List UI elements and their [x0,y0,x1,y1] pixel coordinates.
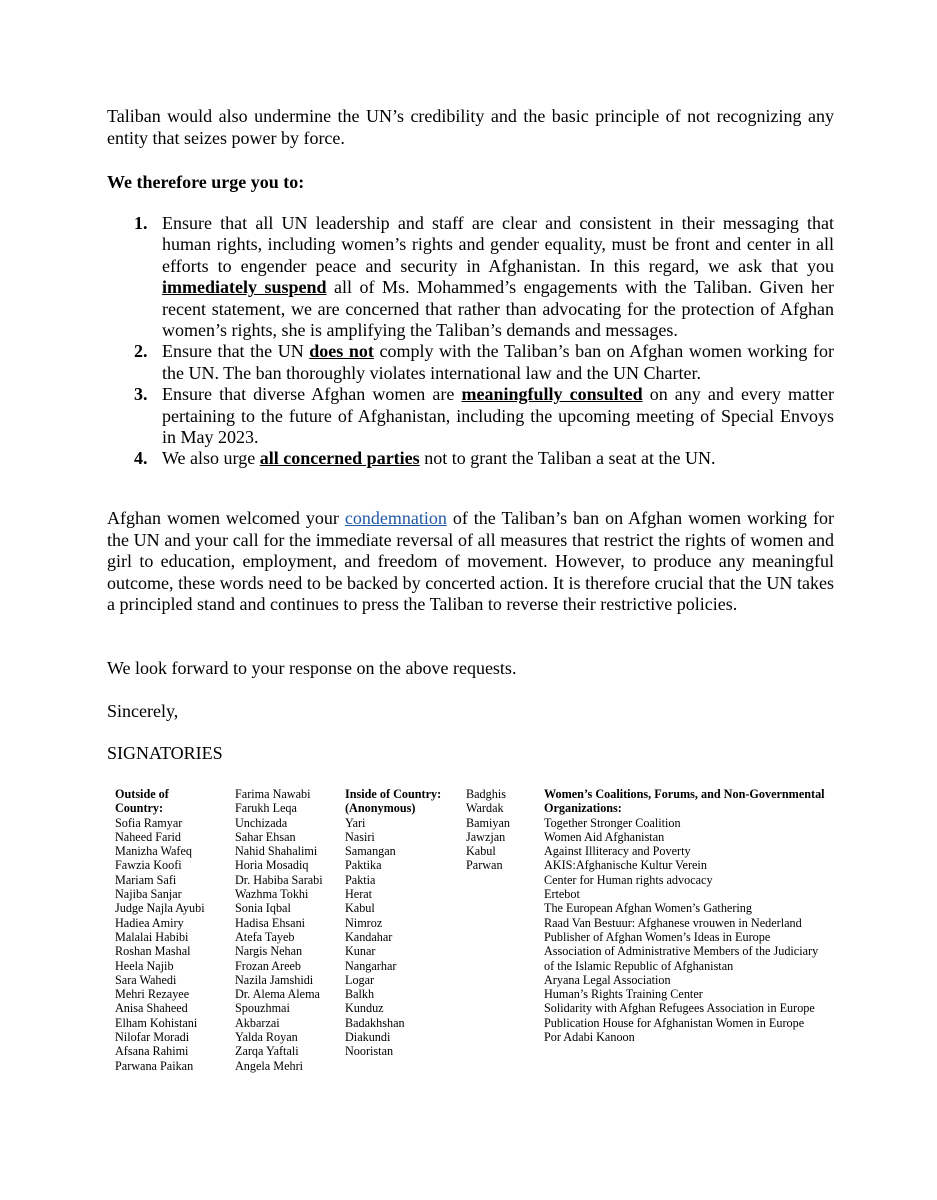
signatory-name: Unchizada [235,815,288,830]
signatory-location: Jawzjan [466,829,506,844]
organization-name: Against Illiteracy and Poverty [544,844,691,859]
signatory-name: Yalda Royan [235,1030,298,1045]
organization-name: of the Islamic Republic of Afghanistan [544,958,734,973]
signatory-name: Najiba Sanjar [115,887,182,902]
orgs-heading: Women’s Coalitions, Forums, and Non-Governmental [544,787,825,801]
signatory-location: Bamiyan [466,815,511,830]
condemnation-link[interactable]: condemnation [344,508,447,528]
signatories-heading: SIGNATORIES [107,743,223,763]
organization-name: Association of Administrative Members of the Judiciary [544,944,819,959]
organization-name: Human’s Rights Training Center [544,987,703,1002]
signatory-name: Judge Najla Ayubi [115,901,205,916]
urge-item-3 [107,384,834,448]
list-number: 1. [134,213,148,233]
signatory-location: Yari [345,815,366,830]
closing-paragraph [107,508,834,616]
signatory-name: Anisa Shaheed [115,1001,188,1016]
response-line: We look forward to your response on the above requests. [107,658,517,678]
signatory-location: Nasiri [345,829,375,844]
organization-name: Ertebot [544,887,580,902]
signatory-name: Mehri Rezayee [115,987,190,1002]
organization-list [544,816,825,1045]
signatory-list [235,787,323,1073]
organization-name: The European Afghan Women’s Gathering [544,901,752,916]
organization-name: Publisher of Afghan Women’s Ideas in Europe [544,929,771,944]
signatory-location: Badghis [466,787,506,801]
signatory-name: Sofia Ramyar [115,815,183,830]
organization-name: Por Adabi Kanoon [544,1030,635,1045]
signatory-location: Nimroz [345,915,383,930]
signatory-name: Mariam Safi [115,872,177,887]
urge-item-1 [107,213,834,341]
inside-country-column-2 [466,787,510,873]
signatory-location: Herat [345,887,373,902]
signatory-name: Nazila Jamshidi [235,972,314,987]
signatory-location: Wardak [466,801,504,816]
signatory-name: Nargis Nehan [235,944,303,959]
signatory-name: Wazhma Tokhi [235,887,309,902]
signatory-name: Nilofar Moradi [115,1030,190,1045]
organizations-column [544,787,825,1044]
organization-name: Women Aid Afghanistan [544,829,665,844]
signatory-location: Nooristan [345,1044,394,1059]
signatory-name: Fawzia Koofi [115,858,182,873]
signatory-name: Dr. Habiba Sarabi [235,872,323,887]
orgs-heading: Organizations: [544,801,622,816]
signoff: Sincerely, [107,701,179,721]
signatory-list [115,816,205,1073]
signatory-name: Farima Nawabi [235,787,311,801]
signatory-name: Afsana Rahimi [115,1044,189,1059]
signatory-name: Horia Mosadiq [235,858,309,873]
organization-name: Raad Van Bestuur: Afghanese vrouwen in Nederland [544,915,802,930]
signatory-name: Hadisa Ehsani [235,915,306,930]
signatory-location: Parwan [466,858,503,873]
signatory-name: Parwana Paikan [115,1058,194,1073]
signatory-name: Angela Mehri [235,1058,304,1073]
signatory-location: Kunduz [345,1001,384,1016]
signatory-name: Naheed Farid [115,829,181,844]
closing-text: of the Taliban’s ban on Afghan women working for the UN and your call for the immediate reversal of all measures that restrict the rights of women and girl to education, employment, and freedom of movement. However, to produce any meaningful outcome, these words need to be backed by concerted action. It is therefore crucial that the UN takes a principled stand and continues to press the Taliban to reverse their restrictive policies. [107,508,834,614]
signatory-name: Zarqa Yaftali [235,1044,299,1059]
outside-country-column-1 [115,787,205,1073]
urge-text: all of Ms. Mohammed’s engagements with the Taliban. Given her recent statement, we are concerned that rather than advocating for the protection of Afghan women’s rights, she is amplifying the Taliban’s demands and messages. [162,277,834,341]
signatory-location: Kabul [466,844,496,859]
urge-item-2 [107,341,834,384]
outside-heading: Outside of [115,787,169,801]
signatory-location: Balkh [345,987,375,1002]
signatory-name: Manizha Wafeq [115,844,192,859]
list-number: 4. [134,448,148,469]
signatory-location: Samangan [345,844,396,859]
signatory-name: Hadiea Amiry [115,915,184,930]
organization-name: Center for Human rights advocacy [544,872,713,887]
signatory-name: Farukh Leqa [235,801,297,816]
urge-list [107,213,834,470]
emphasis-text: does not [309,341,374,362]
inside-heading: (Anonymous) [345,801,416,816]
signatory-name: Malalai Habibi [115,929,189,944]
organization-name: AKIS:Afghanische Kultur Verein [544,858,707,873]
signatory-location: Paktia [345,872,376,887]
signatory-name: Akbarzai [235,1015,280,1030]
signatory-name: Sahar Ehsan [235,829,296,844]
signatory-name: Dr. Alema Alema [235,987,320,1002]
signatory-location: Kabul [345,901,375,916]
signatory-location: Kandahar [345,929,393,944]
inside-heading: Inside of Country: [345,787,442,801]
emphasis-text: immediately suspend [162,277,327,298]
intro-paragraph: Taliban would also undermine the UN’s credibility and the basic principle of not recognizing any entity that seizes power by force. [107,106,834,148]
signatory-location: Logar [345,972,375,987]
organization-name: Publication House for Afghanistan Women in Europe [544,1015,805,1030]
urge-item-4 [107,448,834,469]
list-number: 2. [134,341,148,362]
signatory-name: Heela Najib [115,958,174,973]
inside-country-column-1 [345,787,441,1059]
organization-name: Solidarity with Afghan Refugees Association in Europe [544,1001,815,1016]
organization-name: Together Stronger Coalition [544,815,681,830]
signatory-location: Nangarhar [345,958,397,973]
signatory-name: Nahid Shahalimi [235,844,318,859]
urge-heading: We therefore urge you to: [107,172,305,192]
urge-text: Ensure that diverse Afghan women are [162,384,462,405]
signatory-name: Elham Kohistani [115,1015,198,1030]
emphasis-text: all concerned parties [259,448,420,469]
signatory-location: Paktika [345,858,382,873]
signatory-location: Diakundi [345,1030,391,1045]
urge-text: on any and every matter pertaining to the future of Afghanistan, including the upcoming meeting of Special Envoys in May 2023. [162,384,834,448]
urge-text: We also urge [162,448,260,469]
outside-country-column-2 [235,787,323,1073]
signatory-name: Roshan Mashal [115,944,191,959]
signatory-name: Atefa Tayeb [235,929,295,944]
signatory-list [345,816,441,1059]
signatory-list [466,787,510,873]
signatory-name: Spouzhmai [235,1001,290,1016]
signatory-location: Kunar [345,944,376,959]
organization-name: Aryana Legal Association [544,972,671,987]
emphasis-text: meaningfully consulted [461,384,643,405]
urge-text: comply with the Taliban’s ban on Afghan women working for the UN. The ban thoroughly violates international law and the UN Charter. [162,341,834,383]
urge-text: not to grant the Taliban a seat at the UN. [419,448,716,469]
urge-text: Ensure that the UN [162,341,310,362]
signatory-name: Frozan Areeb [235,958,301,973]
signatory-name: Sonia Iqbal [235,901,291,916]
urge-text: Ensure that all UN leadership and staff are clear and consistent in their messaging that human rights, including women’s rights and gender equality, must be front and center in all efforts to engender peace and security in Afghanistan. In this regard, we ask that you [162,213,834,276]
signatory-location: Badakhshan [345,1015,405,1030]
signatory-name: Sara Wahedi [115,972,177,987]
outside-heading: Country: [115,801,164,816]
list-number: 3. [134,384,148,405]
closing-text: Afghan women welcomed your [107,508,345,528]
